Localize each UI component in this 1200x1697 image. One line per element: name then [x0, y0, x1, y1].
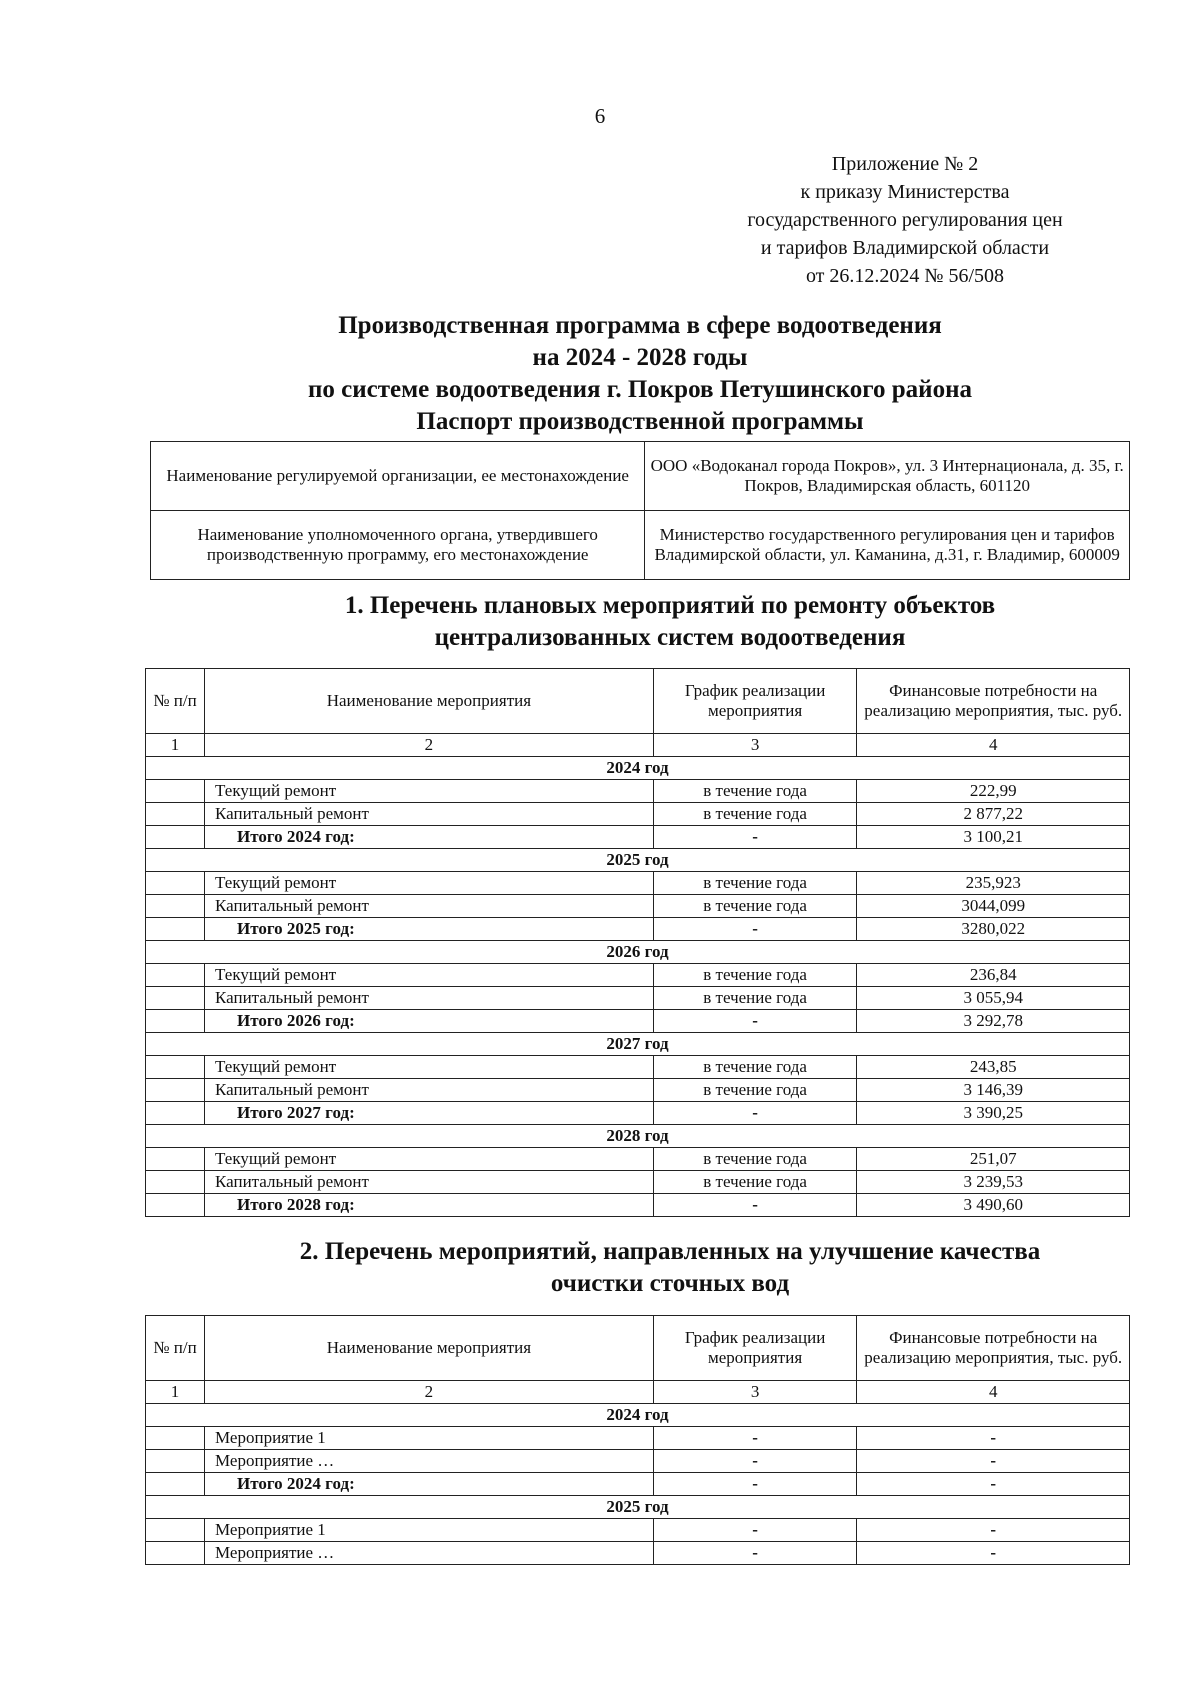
- title-line: Паспорт производственной программы: [416, 408, 864, 435]
- total-schedule: -: [653, 826, 857, 849]
- activity-schedule: -: [653, 1519, 857, 1542]
- total-label: Итого 2024 год:: [205, 1473, 654, 1496]
- table-row: [146, 1542, 1130, 1565]
- activity-name: Мероприятие 1: [205, 1519, 654, 1542]
- header-num: № п/п: [146, 1316, 205, 1381]
- year-row: [146, 1404, 1130, 1427]
- document-title: [140, 310, 1140, 438]
- activity-cost: -: [857, 1427, 1130, 1450]
- total-cost: 3 100,21: [857, 826, 1130, 849]
- activity-schedule: в течение года: [653, 803, 857, 826]
- activity-name: Мероприятие …: [205, 1450, 654, 1473]
- total-cost: 3 390,25: [857, 1102, 1130, 1125]
- appendix-line: и тарифов Владимирской области: [760, 237, 1050, 259]
- total-label: Итого 2026 год:: [205, 1010, 654, 1033]
- section-title-line: очистки сточных вод: [550, 1270, 790, 1297]
- activity-schedule: в течение года: [653, 987, 857, 1010]
- table-row: [146, 1427, 1130, 1450]
- row-num: [146, 1194, 205, 1217]
- total-row: [146, 1194, 1130, 1217]
- activity-name: Текущий ремонт: [205, 1056, 654, 1079]
- year-row: [146, 1033, 1130, 1056]
- table-row: [146, 1056, 1130, 1079]
- total-cost: 3280,022: [857, 918, 1130, 941]
- column-number: 3: [653, 1381, 857, 1404]
- total-label: Итого 2028 год:: [205, 1194, 654, 1217]
- total-label: Итого 2025 год:: [205, 918, 654, 941]
- row-num: [146, 872, 205, 895]
- column-numbers-row: [146, 734, 1130, 757]
- activity-name: Мероприятие 1: [205, 1427, 654, 1450]
- table-row: [146, 1519, 1130, 1542]
- activity-cost: 243,85: [857, 1056, 1130, 1079]
- row-num: [146, 987, 205, 1010]
- total-schedule: -: [653, 1102, 857, 1125]
- section-title-line: централизованных систем водоотведения: [434, 624, 906, 651]
- appendix-line: к приказу Министерства: [800, 181, 1010, 203]
- appendix-line: государственного регулирования цен: [747, 209, 1063, 231]
- row-num: [146, 895, 205, 918]
- header-finance: Финансовые потребности на реализацию мероприятия, тыс. руб.: [857, 669, 1130, 734]
- total-schedule: -: [653, 1473, 857, 1496]
- column-number: 1: [146, 734, 205, 757]
- row-num: [146, 1010, 205, 1033]
- year-label: 2024 год: [146, 1404, 1130, 1427]
- activity-name: Капитальный ремонт: [205, 987, 654, 1010]
- appendix-block: [715, 150, 1095, 290]
- appendix-line: Приложение № 2: [831, 153, 979, 175]
- table-row: [146, 780, 1130, 803]
- total-row: [146, 1102, 1130, 1125]
- total-label: Итого 2024 год:: [205, 826, 654, 849]
- row-num: [146, 1102, 205, 1125]
- row-num: [146, 1473, 205, 1496]
- column-numbers-row: [146, 1381, 1130, 1404]
- passport-row: [151, 511, 1130, 580]
- row-num: [146, 1427, 205, 1450]
- activity-cost: 3 239,53: [857, 1171, 1130, 1194]
- table-row: [146, 987, 1130, 1010]
- activity-schedule: в течение года: [653, 1171, 857, 1194]
- total-schedule: -: [653, 918, 857, 941]
- activity-name: Капитальный ремонт: [205, 1171, 654, 1194]
- activity-schedule: в течение года: [653, 872, 857, 895]
- column-number: 2: [205, 734, 654, 757]
- year-label: 2024 год: [146, 757, 1130, 780]
- table-header-row: [146, 669, 1130, 734]
- year-label: 2027 год: [146, 1033, 1130, 1056]
- activity-cost: 236,84: [857, 964, 1130, 987]
- year-row: [146, 757, 1130, 780]
- activity-name: Капитальный ремонт: [205, 803, 654, 826]
- title-line: Производственная программа в сфере водоотведения: [338, 312, 942, 339]
- header-schedule: График реализации мероприятия: [653, 669, 857, 734]
- total-cost: -: [857, 1473, 1130, 1496]
- column-number: 4: [857, 734, 1130, 757]
- row-num: [146, 780, 205, 803]
- row-num: [146, 803, 205, 826]
- row-num: [146, 1171, 205, 1194]
- column-number: 2: [205, 1381, 654, 1404]
- header-schedule: График реализации мероприятия: [653, 1316, 857, 1381]
- appendix-line: от 26.12.2024 № 56/508: [805, 265, 1005, 287]
- year-row: [146, 1496, 1130, 1519]
- activity-cost: 222,99: [857, 780, 1130, 803]
- activity-schedule: в течение года: [653, 1148, 857, 1171]
- title-line: по системе водоотведения г. Покров Петушинского района: [308, 376, 972, 403]
- activity-schedule: в течение года: [653, 964, 857, 987]
- section-2-title: [190, 1236, 1150, 1300]
- activity-schedule: -: [653, 1542, 857, 1565]
- table-row: [146, 895, 1130, 918]
- year-label: 2025 год: [146, 1496, 1130, 1519]
- header-finance: Финансовые потребности на реализацию мероприятия, тыс. руб.: [857, 1316, 1130, 1381]
- year-row: [146, 1125, 1130, 1148]
- activity-schedule: в течение года: [653, 895, 857, 918]
- activity-schedule: в течение года: [653, 780, 857, 803]
- passport-row: [151, 442, 1130, 511]
- year-label: 2025 год: [146, 849, 1130, 872]
- row-num: [146, 1519, 205, 1542]
- table-row: [146, 1171, 1130, 1194]
- activity-name: Текущий ремонт: [205, 1148, 654, 1171]
- table-header-row: [146, 1316, 1130, 1381]
- total-row: [146, 826, 1130, 849]
- row-num: [146, 826, 205, 849]
- activity-name: Мероприятие …: [205, 1542, 654, 1565]
- table-row: [146, 803, 1130, 826]
- activity-schedule: -: [653, 1427, 857, 1450]
- row-num: [146, 1542, 205, 1565]
- activity-schedule: в течение года: [653, 1056, 857, 1079]
- passport-table: [150, 441, 1130, 580]
- row-num: [146, 1450, 205, 1473]
- table-row: [146, 964, 1130, 987]
- repair-plan-table: [145, 668, 1130, 1217]
- table-row: [146, 1148, 1130, 1171]
- row-num: [146, 964, 205, 987]
- page-number: 6: [594, 104, 606, 128]
- total-label: Итого 2027 год:: [205, 1102, 654, 1125]
- passport-value: ООО «Водоканал города Покров», ул. 3 Интернационала, д. 35, г. Покров, Владимирская область, 601120: [645, 442, 1130, 511]
- row-num: [146, 918, 205, 941]
- activity-cost: -: [857, 1542, 1130, 1565]
- total-schedule: -: [653, 1194, 857, 1217]
- row-num: [146, 1079, 205, 1102]
- activity-cost: 2 877,22: [857, 803, 1130, 826]
- total-row: [146, 918, 1130, 941]
- table-row: [146, 872, 1130, 895]
- table-row: [146, 1079, 1130, 1102]
- activity-name: Капитальный ремонт: [205, 1079, 654, 1102]
- activity-name: Текущий ремонт: [205, 964, 654, 987]
- column-number: 4: [857, 1381, 1130, 1404]
- row-num: [146, 1056, 205, 1079]
- total-schedule: -: [653, 1010, 857, 1033]
- wastewater-quality-table: [145, 1315, 1130, 1565]
- year-row: [146, 849, 1130, 872]
- activity-cost: -: [857, 1519, 1130, 1542]
- total-cost: 3 490,60: [857, 1194, 1130, 1217]
- column-number: 1: [146, 1381, 205, 1404]
- table-row: [146, 1450, 1130, 1473]
- activity-schedule: в течение года: [653, 1079, 857, 1102]
- year-label: 2028 год: [146, 1125, 1130, 1148]
- activity-cost: 251,07: [857, 1148, 1130, 1171]
- row-num: [146, 1148, 205, 1171]
- title-line: на 2024 - 2028 годы: [532, 344, 748, 371]
- total-row: [146, 1473, 1130, 1496]
- section-1-title: [190, 590, 1150, 654]
- header-name: Наименование мероприятия: [205, 669, 654, 734]
- activity-name: Текущий ремонт: [205, 872, 654, 895]
- activity-cost: 3044,099: [857, 895, 1130, 918]
- column-number: 3: [653, 734, 857, 757]
- activity-cost: -: [857, 1450, 1130, 1473]
- header-num: № п/п: [146, 669, 205, 734]
- passport-label: Наименование регулируемой организации, ее местонахождение: [151, 442, 645, 511]
- section-title-line: 1. Перечень плановых мероприятий по ремонту объектов: [344, 592, 996, 619]
- activity-name: Капитальный ремонт: [205, 895, 654, 918]
- section-title-line: 2. Перечень мероприятий, направленных на улучшение качества: [299, 1238, 1041, 1265]
- activity-cost: 3 146,39: [857, 1079, 1130, 1102]
- year-label: 2026 год: [146, 941, 1130, 964]
- activity-schedule: -: [653, 1450, 857, 1473]
- passport-label: Наименование уполномоченного органа, утвердившего производственную программу, его местонахождение: [151, 511, 645, 580]
- total-row: [146, 1010, 1130, 1033]
- header-name: Наименование мероприятия: [205, 1316, 654, 1381]
- activity-name: Текущий ремонт: [205, 780, 654, 803]
- activity-cost: 3 055,94: [857, 987, 1130, 1010]
- activity-cost: 235,923: [857, 872, 1130, 895]
- total-cost: 3 292,78: [857, 1010, 1130, 1033]
- year-row: [146, 941, 1130, 964]
- passport-value: Министерство государственного регулирования цен и тарифов Владимирской области, ул. Каманина, д.31, г. Владимир, 600009: [645, 511, 1130, 580]
